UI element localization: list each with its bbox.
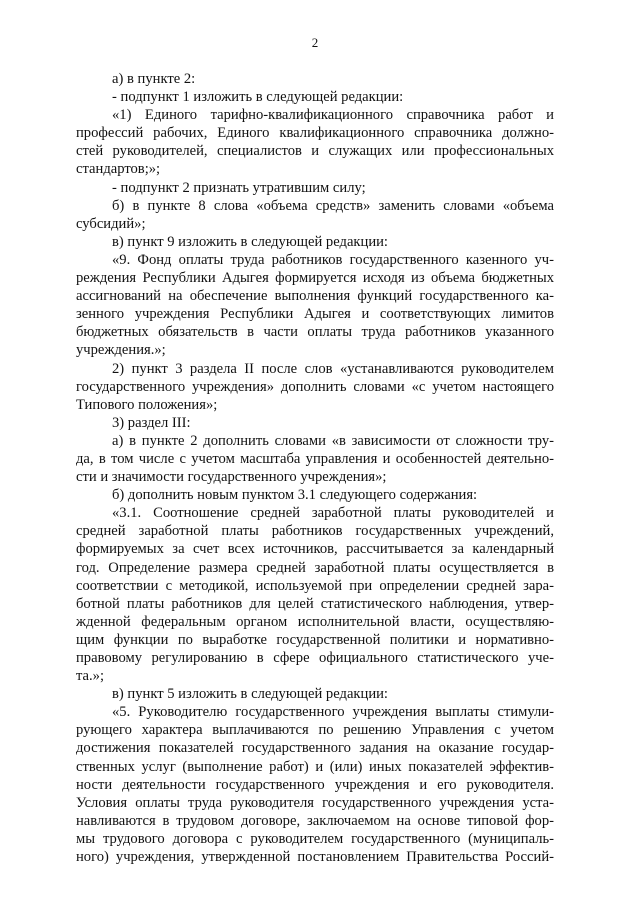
text-line: учреждения.»; bbox=[76, 342, 166, 359]
text-line: достижения показателей государственного задания на оказание государ- bbox=[76, 740, 554, 757]
text-line: правовому регулированию в сфере официального статистического уче- bbox=[76, 650, 554, 666]
text-line: - подпункт 1 изложить в следующей редакции: bbox=[112, 89, 404, 106]
text-line: зенного учреждения Республики Адыгея и соответствующих лимитов bbox=[76, 306, 554, 323]
text-line: субсидий»; bbox=[76, 215, 146, 232]
text-line: «9. Фонд оплаты труда работников государственного казенного уч- bbox=[112, 251, 554, 268]
text-line: б) дополнить новым пунктом 3.1 следующего содержания: bbox=[112, 487, 478, 504]
text-line: «3.1. Соотношение средней заработной платы руководителей и bbox=[112, 505, 554, 522]
text-line: государственного учреждения» дополнить словами «с учетом настоящего bbox=[76, 378, 554, 395]
text-line: в) пункт 5 изложить в следующей редакции: bbox=[112, 686, 388, 703]
text-line: ботной платы работников для целей статистического наблюдения, утвер- bbox=[76, 595, 554, 612]
text-line: бюджетных обязательств в части оплаты труда работников указанного bbox=[76, 324, 554, 341]
text-line: «1) Единого тарифно-квалификационного справочника работ и bbox=[112, 107, 554, 124]
text-line: Типового положения»; bbox=[76, 396, 218, 413]
text-line: а) в пункте 2: bbox=[112, 71, 196, 87]
text-line: ассигнований на обеспечение выполнения функций государственного ка- bbox=[76, 288, 554, 305]
text-line: стей руководителей, специалистов и служащих или профессиональных bbox=[76, 143, 554, 160]
text-line: формируемых за счет всех источников, рассчитывается за календарный bbox=[76, 541, 554, 558]
text-line: Условия оплаты труда руководителя государственного учреждения уста- bbox=[76, 794, 554, 811]
text-line: навливаются в трудовом договоре, заключаемом на основе типовой фор- bbox=[76, 812, 554, 829]
text-line: б) в пункте 8 слова «объема средств» заменить словами «объема bbox=[112, 197, 554, 214]
text-line: а) в пункте 2 дополнить словами «в зависимости от сложности тру- bbox=[112, 432, 554, 449]
text-line: ности деятельности государственного учреждения и его руководителя. bbox=[76, 776, 554, 793]
page-number: 2 bbox=[311, 35, 319, 50]
text-line: «5. Руководителю государственного учреждения выплаты стимули- bbox=[112, 704, 554, 721]
text-line: средней заработной платы работников государственных учреждений, bbox=[76, 523, 554, 540]
text-line: профессий рабочих, Единого квалификационного справочника должно- bbox=[76, 125, 554, 142]
text-line: соответствии с методикой, используемой при определении средней зара- bbox=[76, 577, 554, 594]
text-line: год. Определение размера средней заработной платы осуществляется в bbox=[76, 559, 554, 576]
text-line: стандартов;»; bbox=[76, 161, 161, 178]
text-line: ного) учреждения, утвержденной постановлением Правительства Россий- bbox=[76, 849, 554, 866]
text-line: 2) пункт 3 раздела II после слов «устанавливаются руководителем bbox=[112, 360, 554, 377]
document-body bbox=[76, 60, 554, 866]
text-line: сти и значимости государственного учреждения»; bbox=[76, 469, 387, 486]
text-line: жденной федеральным органом исполнительной власти, осуществляю- bbox=[76, 613, 554, 630]
text-line: в) пункт 9 изложить в следующей редакции: bbox=[112, 233, 388, 250]
text-line: рующего характера выплачиваются по решению Управления с учетом bbox=[76, 722, 554, 739]
text-line: реждения Республики Адыгея формируется исходя из объема бюджетных bbox=[76, 270, 554, 287]
text-line: да, в том числе с учетом масштаба управления и особенностей деятельно- bbox=[76, 450, 554, 467]
text-line: - подпункт 2 признать утратившим силу; bbox=[112, 179, 366, 196]
text-line: щим функции по выработке государственной политики и нормативно- bbox=[76, 631, 554, 648]
text-line: ственных услуг (выполнение работ) и (или) иных показателей эффектив- bbox=[76, 758, 554, 775]
text-line: 3) раздел III: bbox=[112, 414, 191, 431]
text-line: мы трудового договора с руководителем государственного (муниципаль- bbox=[76, 830, 554, 847]
text-line: та.»; bbox=[76, 668, 105, 685]
